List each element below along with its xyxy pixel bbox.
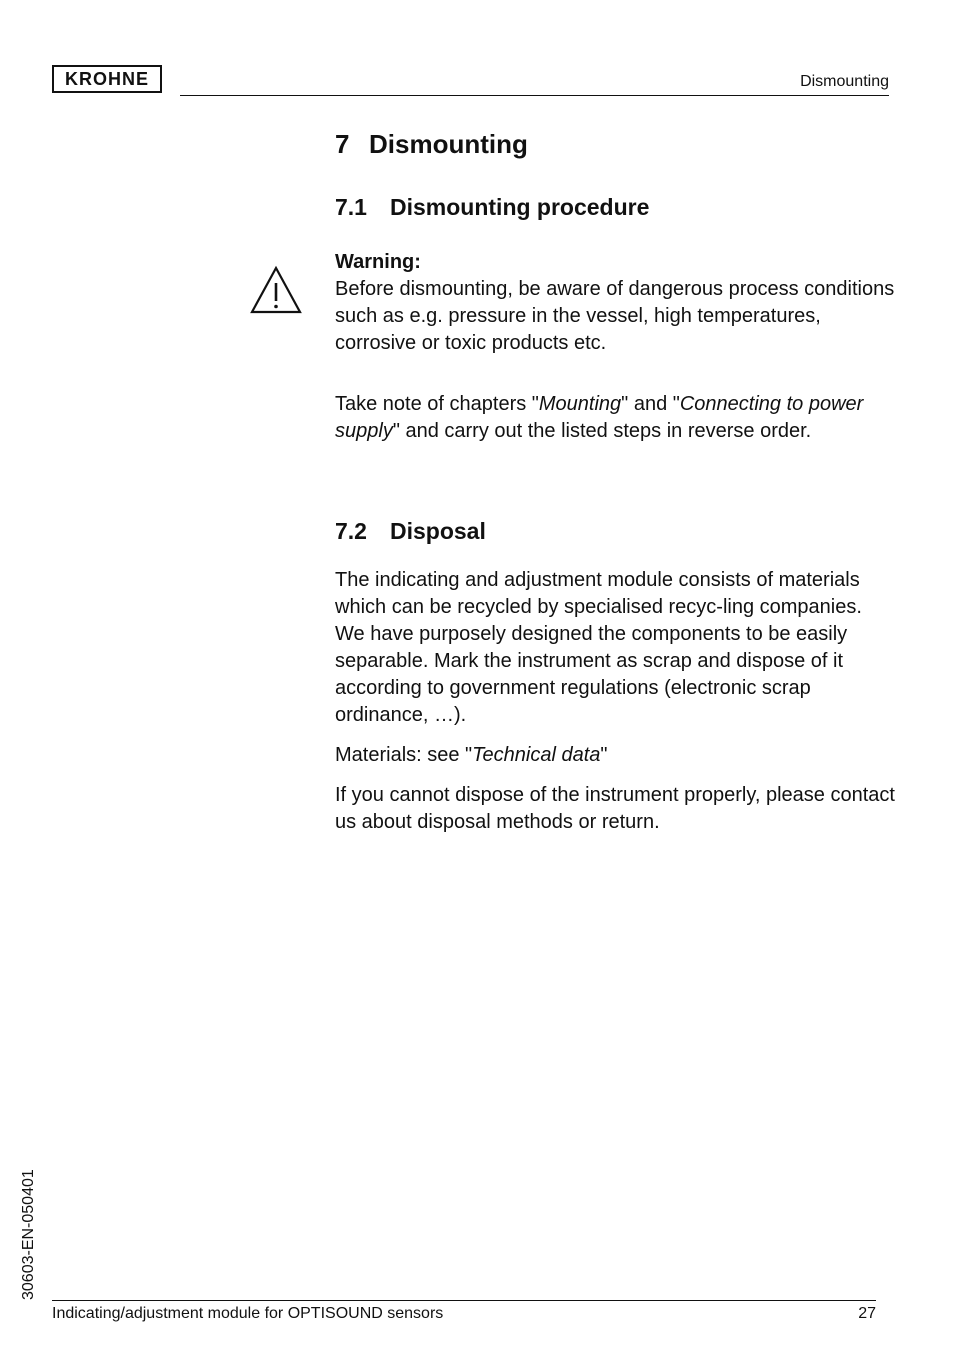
contact-paragraph: If you cannot dispose of the instrument properly, please contact us about disposal methods or return. <box>335 784 895 833</box>
section-number: 7.1 <box>335 194 367 220</box>
warning-triangle-icon <box>249 265 303 315</box>
page-number: 27 <box>858 1305 876 1322</box>
header-section-title: Dismounting <box>800 73 889 90</box>
note-paragraph <box>335 391 895 445</box>
header-rule <box>180 95 889 96</box>
section-number: 7.2 <box>335 518 367 544</box>
footer-title: Indicating/adjustment module for OPTISOUND sensors <box>52 1305 444 1322</box>
mounting-reference: Mounting <box>538 393 622 415</box>
materials-paragraph <box>335 742 895 769</box>
technical-data-reference: Technical data <box>472 744 601 766</box>
chapter-title: Dismounting <box>369 129 528 159</box>
note-text <box>335 391 895 445</box>
section-title: Dismounting procedure <box>390 194 650 220</box>
warning-block <box>335 249 895 357</box>
chapter-number: 7 <box>335 129 350 159</box>
disposal-block <box>335 567 895 836</box>
note-mid: " and " <box>621 393 680 415</box>
chapter-heading <box>335 129 528 160</box>
section-heading-7-1 <box>335 194 649 221</box>
document-code: 30603-EN-050401 <box>20 1169 37 1300</box>
footer-rule <box>52 1300 876 1301</box>
note-post: " and carry out the listed steps in reverse order. <box>392 420 812 442</box>
materials-pre: Materials: see " <box>335 744 473 766</box>
krohne-logo: KROHNE <box>52 65 162 93</box>
warning-label: Warning: <box>335 251 421 273</box>
materials-post: " <box>600 744 608 766</box>
power-supply-reference: Connecting to power supply <box>335 393 864 442</box>
section-title: Disposal <box>390 518 486 544</box>
disposal-paragraph: The indicating and adjustment module consists of materials which can be recycled by specialised recyc-ling companies. We have purposely designed the components to be easily separable. Mark the instrument as scrap and dispose of it according to government regulations (electronic scrap ordinance, …). <box>335 569 862 726</box>
note-pre: Take note of chapters " <box>335 393 539 415</box>
warning-text: Before dismounting, be aware of dangerous process conditions such as e.g. pressure in the vessel, high temperatures, corrosive or toxic products etc. <box>335 278 895 354</box>
section-heading-7-2 <box>335 518 486 545</box>
